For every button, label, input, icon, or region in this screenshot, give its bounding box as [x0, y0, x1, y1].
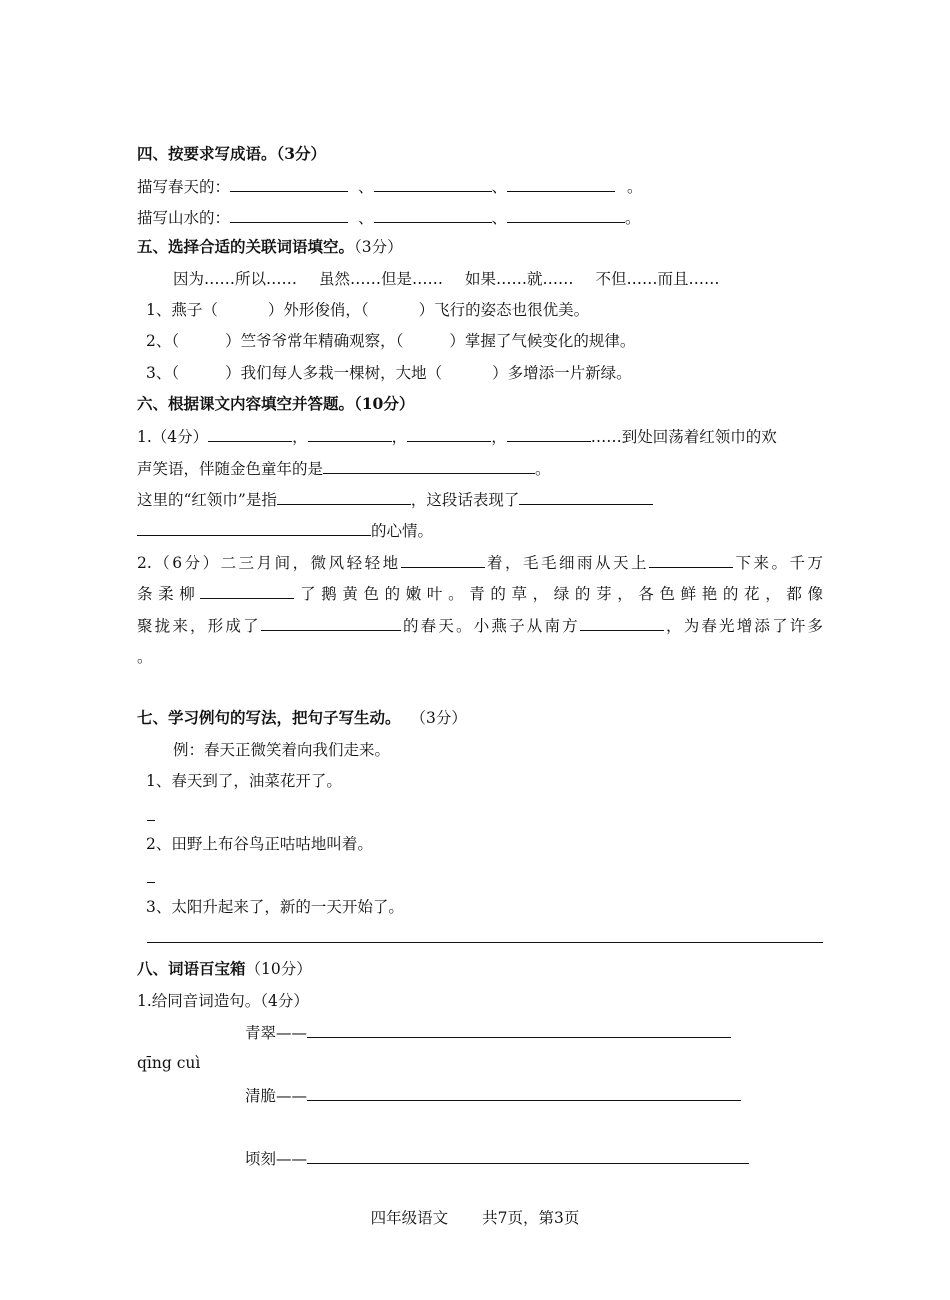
section-7-title — [137, 707, 467, 729]
s4-spring-blank-1[interactable] — [230, 175, 348, 192]
s6-q2-blank-2[interactable] — [649, 551, 733, 568]
s5-score: （3分） — [354, 238, 403, 256]
footer-subject: 四年级语文 — [370, 1209, 449, 1227]
s6-q2-a: 着，毛毛细雨从天上 — [484, 554, 650, 572]
s6-q1-after: ……到处回荡着红领巾的欢 — [590, 428, 777, 446]
s5-q2-end: ）掌握了气候变化的规律。 — [449, 332, 636, 350]
s5-option: 如果……就…… — [465, 270, 574, 288]
s6-q1-line3b: ，这段话表现了 — [410, 491, 520, 509]
s6-q2-blank-1[interactable] — [401, 551, 485, 568]
s7-q3: 3、太阳升起来了，新的一天开始了。 — [146, 898, 404, 916]
s8-pinyin: qīng cuì — [137, 1054, 201, 1072]
s6-q1-blank-5[interactable] — [323, 457, 535, 474]
s6-q1-line1: 1.（4分） ， ， ， ……到处回荡着红领巾的欢 — [137, 425, 777, 448]
s6-q1-blank-4[interactable] — [507, 425, 591, 442]
s6-q2-line1 — [137, 551, 823, 574]
s6-q2-line4: 。 — [137, 648, 153, 666]
footer-pages: 共7页，第3页 — [482, 1209, 580, 1227]
s5-q1-start: 1、燕子（ — [146, 301, 218, 319]
s4-mountain-blank-2[interactable] — [374, 206, 492, 223]
s4-sep: 、 — [358, 209, 374, 227]
s6-q2-g: ，为春光增添了许多 — [663, 617, 823, 635]
s8-word-3: 顷刻—— — [245, 1150, 308, 1168]
s4-end: 。 — [627, 178, 643, 196]
section-4-title: 四、按要求写成语。（3分） — [137, 144, 327, 163]
s4-mountain-blank-3[interactable] — [507, 206, 625, 223]
s6-q1-blank-8[interactable] — [137, 519, 371, 536]
s8-title-text: 八、词语百宝箱 — [137, 959, 246, 978]
section-6-title: 六、根据课文内容填空并答题。（10分） — [137, 394, 415, 413]
s6-q1-line3 — [137, 488, 653, 511]
s4-spring-blank-2[interactable] — [374, 175, 492, 192]
s4-mountain-blank-1[interactable] — [230, 206, 348, 223]
s4-sep: 、 — [491, 178, 508, 196]
s4-spring-blank-3[interactable] — [507, 175, 615, 192]
s4-mountain-label: 描写山水的： — [137, 209, 231, 227]
s8-word-2: 清脆—— — [245, 1087, 308, 1105]
s6-q2-blank-3[interactable] — [200, 582, 294, 599]
s4-mountain-row — [137, 206, 641, 229]
s7-q1-answer-line[interactable] — [147, 820, 155, 821]
s6-q1-line2: 声笑语，伴随金色童年的是 。 — [137, 457, 551, 480]
s5-q1 — [146, 299, 589, 321]
s6-q1-line4-text: 的心情。 — [371, 522, 434, 540]
s5-q2 — [146, 330, 635, 352]
s5-option: 虽然……但是…… — [319, 270, 444, 288]
s7-q1: 1、春天到了，油菜花开了。 — [146, 772, 342, 790]
s4-sep: 、 — [358, 178, 374, 196]
s6-q1-blank-3[interactable] — [407, 425, 491, 442]
s6-q2-f: 的春天。小燕子从南方 — [400, 617, 580, 635]
s5-q3-mid: ）我们每人多栽一棵树，大地（ — [225, 364, 443, 382]
s8-word-2-line[interactable] — [307, 1084, 741, 1101]
s8-word-1-line[interactable] — [307, 1021, 731, 1038]
s8-word-3-row — [245, 1147, 749, 1170]
s8-score: （10分） — [245, 960, 312, 978]
s7-example: 例：春天正微笑着向我们走来。 — [173, 741, 391, 759]
s6-q1-blank-1[interactable] — [208, 425, 292, 442]
s5-options — [173, 268, 720, 290]
s5-option: 因为……所以…… — [173, 270, 298, 288]
s7-q2: 2、田野上布谷鸟正咕咕地叫着。 — [146, 835, 373, 853]
page-footer — [0, 1207, 950, 1229]
s5-option: 不但……而且…… — [595, 270, 720, 288]
s5-q2-mid: ）竺爷爷常年精确观察，（ — [225, 332, 404, 350]
s6-q1-lead: 1.（4分） — [137, 428, 209, 446]
s7-q3-answer-line[interactable] — [147, 942, 823, 943]
s5-title-text: 五、选择合适的关联词语填空。 — [137, 237, 355, 256]
s6-q1-line4 — [137, 519, 433, 542]
s6-q2-line2 — [137, 582, 823, 605]
s6-q2-c: 条柔柳 — [137, 585, 201, 603]
s4-spring-label: 描写春天的： — [137, 178, 231, 196]
s8-word-3-line[interactable] — [307, 1147, 749, 1164]
s6-q2-d: 了鹅黄色的嫩叶。青的草，绿的芽，各色鲜艳的花，都像 — [294, 585, 823, 603]
s5-q2-start: 2、（ — [146, 332, 180, 350]
s6-q1-line2-text: 声笑语，伴随金色童年的是 — [137, 460, 324, 478]
s6-q2-blank-5[interactable] — [580, 614, 664, 631]
s5-q3-end: ）多增添一片新绿。 — [492, 364, 632, 382]
s7-q2-answer-line[interactable] — [147, 882, 155, 883]
section-8-title — [137, 958, 312, 980]
s6-q1-line3a: 这里的“红领巾”是指 — [137, 491, 277, 509]
s6-q2-blank-4[interactable] — [261, 614, 401, 631]
s4-end: 。 — [625, 209, 641, 227]
s5-q1-mid: ）外形俊俏，（ — [267, 301, 369, 319]
s8-word-1-row — [245, 1021, 731, 1044]
s6-q1-blank-7[interactable] — [519, 488, 653, 505]
section-5-title — [137, 236, 403, 258]
s8-word-1: 青翠—— — [245, 1024, 308, 1042]
s5-q3 — [146, 362, 632, 384]
s6-q2-e: 聚拢来，形成了 — [137, 617, 261, 635]
s6-q2-line3 — [137, 614, 823, 637]
s6-q2-b: 下来。千万 — [733, 554, 823, 572]
s8-word-2-row — [245, 1084, 741, 1107]
s6-q1-blank-2[interactable] — [308, 425, 392, 442]
s5-q3-start: 3、（ — [146, 364, 180, 382]
s8-sub: 1.给同音词造句。（4分） — [137, 992, 309, 1010]
s6-q2-lead: 2.（6分）二三月间，微风轻轻地 — [137, 554, 401, 572]
s7-title-text: 七、学习例句的写法，把句子写生动。 — [137, 708, 401, 727]
s5-q1-end: ）飞行的姿态也很优美。 — [418, 301, 590, 319]
s7-score: （3分） — [410, 709, 467, 727]
s6-q1-blank-6[interactable] — [277, 488, 411, 505]
s4-spring-row — [137, 175, 643, 198]
s4-sep: 、 — [491, 209, 508, 227]
